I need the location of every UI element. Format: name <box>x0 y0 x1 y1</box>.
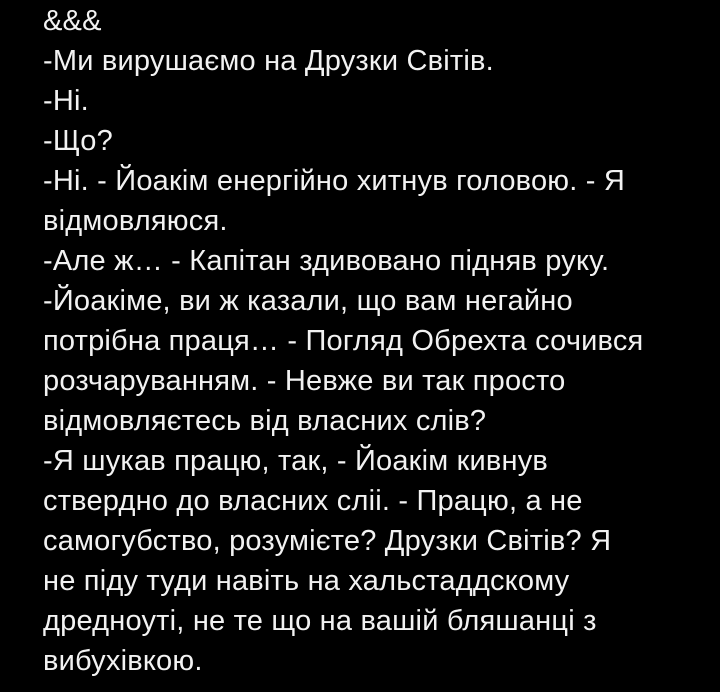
text-line: ствердно до власних сліі. - Працю, а не <box>43 485 583 517</box>
text-line: розчаруванням. - Невже ви так просто <box>43 365 566 397</box>
text-line: дредноуті, не те що на вашій бляшанці з <box>43 605 597 637</box>
text-line: відмовляєтесь від власних слів? <box>43 405 487 437</box>
text-line: -Ні. - Йоакім енергійно хитнув головою. - Я <box>43 165 626 197</box>
text-line: -Ми вирушаємо на Друзки Світів. <box>43 45 494 77</box>
text-line: не піду туди навіть на хальстаддскому <box>43 565 570 597</box>
scene-divider: &&& <box>43 5 102 37</box>
text-line: -Ні. <box>43 85 89 117</box>
text-line: -Йоакіме, ви ж казали, що вам негайно <box>43 285 573 317</box>
text-line: -Я шукав працю, так, - Йоакім кивнув <box>43 445 549 477</box>
text-line: відмовляюся. <box>43 205 228 237</box>
text-line: -Але ж… - Капітан здивовано підняв руку. <box>43 245 610 277</box>
text-line: -Що? <box>43 125 113 157</box>
text-line: потрібна праця… - Погляд Обрехта сочився <box>43 325 644 357</box>
text-line: вибухівкою. <box>43 645 203 677</box>
text-line: самогубство, розумієте? Друзки Світів? Я <box>43 525 612 557</box>
